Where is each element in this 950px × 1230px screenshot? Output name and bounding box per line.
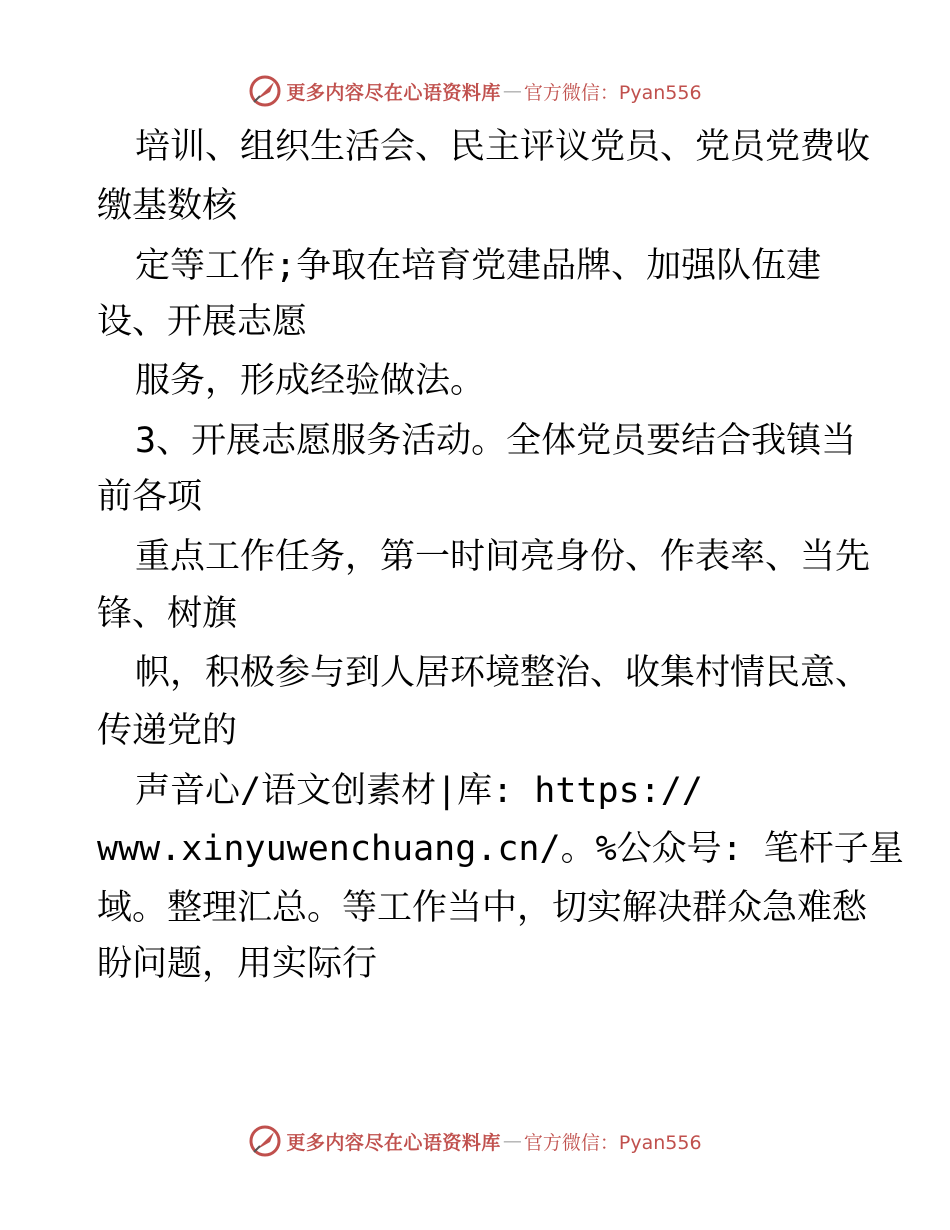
body-line: 盼问题，用实际行: [97, 944, 378, 984]
body-line: www.xinyuwenchuang.cn/。%公众号: 笔杆子星: [97, 829, 904, 869]
body-line: 锋、树旗: [97, 594, 238, 634]
banner-wechat-text: 官方微信：Pyan556: [523, 1131, 702, 1154]
body-line: 定等工作;争取在培育党建品牌、加强队伍建: [135, 246, 822, 286]
banner-dash: —: [502, 80, 522, 102]
banner-promo-text: 更多内容尽在心语资料库: [286, 1131, 501, 1154]
body-line: 域。整理汇总。等工作当中，切实解决群众急难愁: [97, 888, 868, 928]
footer-banner: [0, 1121, 950, 1161]
body-line: 声音心/语文创素材|库: https://: [135, 771, 703, 811]
body-line: 设、开展志愿: [97, 302, 308, 342]
body-line: 培训、组织生活会、民主评议党员、党员党费收: [135, 127, 871, 167]
banner-dash: —: [502, 1130, 522, 1152]
body-line: 帜，积极参与到人居环境整治、收集村情民意、: [135, 653, 871, 693]
body-line: 3、开展志愿服务活动。全体党员要结合我镇当: [135, 421, 857, 461]
body-line: 服务，形成经验做法。: [135, 361, 486, 401]
body-line: 传递党的: [97, 711, 238, 751]
body-line: 前各项: [97, 477, 203, 517]
body-line: 缴基数核: [97, 186, 238, 226]
quill-pen-logo-icon: [248, 1124, 282, 1158]
banner-wechat-text: 官方微信：Pyan556: [523, 81, 702, 104]
banner-promo-text: 更多内容尽在心语资料库: [286, 81, 501, 104]
body-line: 重点工作任务，第一时间亮身份、作表率、当先: [135, 537, 871, 577]
